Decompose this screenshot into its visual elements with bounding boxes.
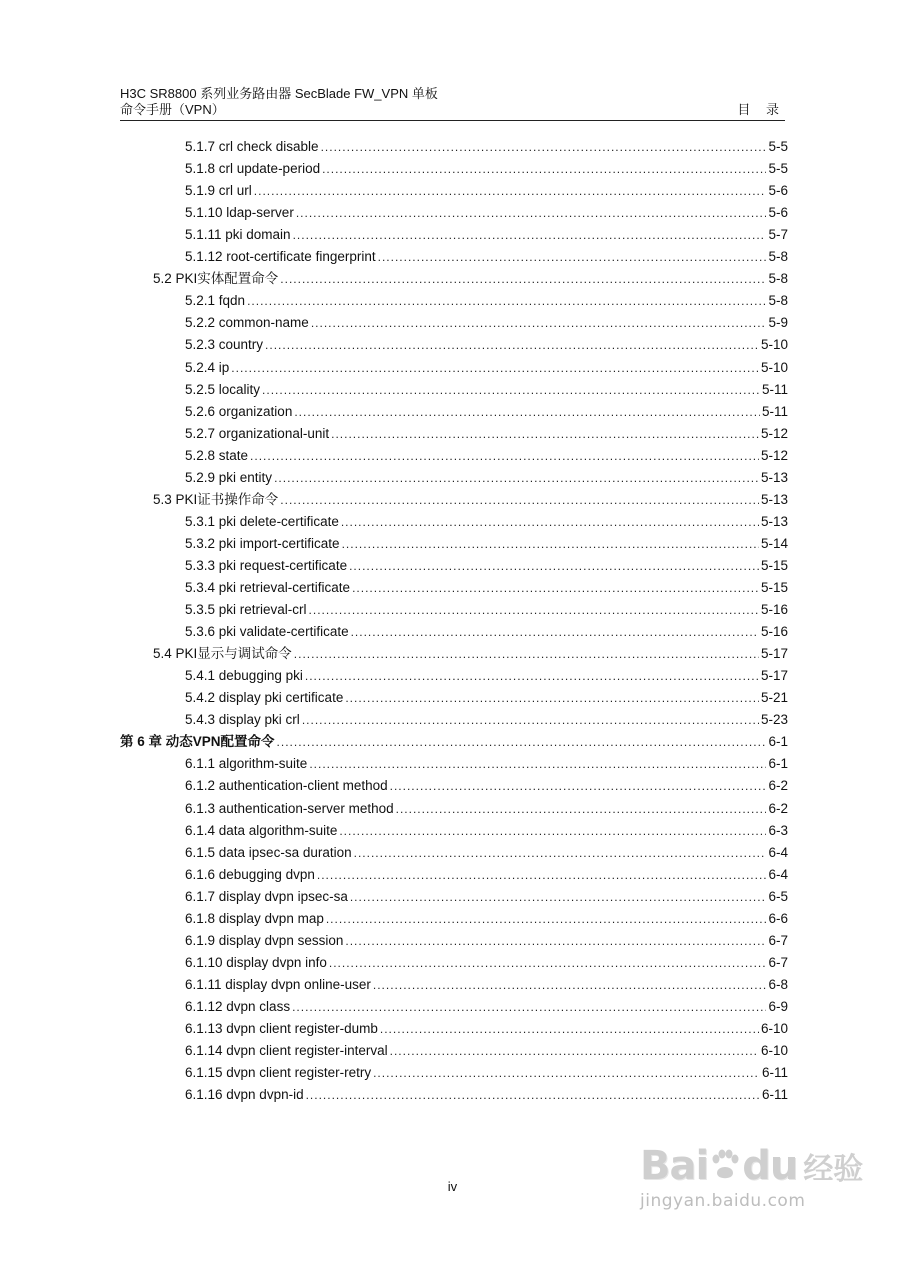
toc-item[interactable] — [185, 865, 788, 885]
toc-leader-dots — [349, 556, 759, 576]
toc-label: 5.3.3 pki request-certificate — [185, 557, 348, 573]
toc-page-number: 5-17 — [760, 646, 788, 662]
page-header — [120, 86, 785, 121]
toc-leader-dots — [329, 953, 767, 973]
toc-page-number: 5-6 — [768, 183, 788, 199]
toc-leader-dots — [296, 203, 767, 223]
toc-item[interactable] — [185, 975, 788, 995]
document-subtitle: 命令手册（VPN） — [120, 102, 225, 117]
toc-label: 第 6 章 动态VPN配置命令 — [120, 734, 275, 750]
toc-label: 6.1.8 display dvpn map — [185, 910, 324, 926]
toc-section[interactable] — [153, 269, 788, 289]
toc-page-number: 5-16 — [760, 624, 788, 640]
toc-page-number: 6-1 — [768, 756, 788, 772]
toc-leader-dots — [280, 490, 759, 510]
toc-leader-dots — [351, 622, 759, 642]
document-title: H3C SR8800 系列业务路由器 SecBlade FW_VPN 单板 — [120, 86, 438, 101]
toc-page-number: 6-7 — [768, 954, 788, 970]
toc-leader-dots — [294, 644, 759, 664]
toc-label: 6.1.5 data ipsec-sa duration — [185, 844, 352, 860]
toc-label: 5.3.4 pki retrieval-certificate — [185, 580, 351, 595]
toc-label: 6.1.12 dvpn class — [185, 998, 291, 1014]
toc-section[interactable] — [153, 490, 788, 510]
toc-page-number: 5-7 — [768, 227, 788, 243]
toc-leader-dots — [322, 159, 766, 179]
watermark-brand-suffix: du — [742, 1143, 798, 1189]
toc-label: 6.1.10 display dvpn info — [185, 954, 327, 970]
toc-leader-dots — [254, 181, 767, 201]
toc-item[interactable] — [185, 313, 788, 333]
toc-page-number: 6-4 — [768, 866, 788, 882]
toc-leader-dots — [265, 335, 759, 355]
toc-leader-dots — [294, 402, 760, 422]
toc-leader-dots — [396, 799, 767, 819]
toc-item[interactable] — [185, 468, 788, 488]
toc-label: 6.1.13 dvpn client register-dumb — [185, 1021, 378, 1036]
toc-item[interactable] — [185, 512, 788, 532]
toc-item[interactable] — [185, 754, 788, 774]
toc-item[interactable] — [185, 1019, 788, 1039]
toc-page-number: 5-15 — [760, 580, 788, 595]
toc-label: 5.2 PKI实体配置命令 — [153, 271, 279, 287]
toc-page-number: 6-1 — [768, 734, 788, 750]
toc-leader-dots — [247, 291, 766, 311]
toc-label: 5.2.1 fqdn — [185, 293, 246, 309]
section-name: 目 录 — [737, 102, 785, 117]
watermark-brand: Bai — [640, 1143, 709, 1189]
toc-page-number: 6-9 — [768, 998, 788, 1014]
toc-item[interactable] — [185, 159, 788, 179]
toc-item[interactable] — [185, 776, 788, 796]
toc-page-number: 6-11 — [761, 1065, 788, 1081]
toc-leader-dots — [354, 843, 767, 863]
toc-item[interactable] — [185, 821, 788, 841]
toc-leader-dots — [373, 975, 767, 995]
toc-label: 6.1.4 data algorithm-suite — [185, 822, 338, 838]
toc-item[interactable] — [185, 953, 788, 973]
watermark-cn-text: 经验 — [803, 1152, 864, 1187]
toc-item[interactable] — [185, 225, 788, 245]
toc-page-number: 5-13 — [760, 469, 788, 485]
toc-page-number: 6-3 — [768, 822, 788, 838]
toc-leader-dots — [350, 887, 767, 907]
toc-label: 5.2.6 organization — [185, 403, 293, 419]
toc-item[interactable] — [185, 909, 788, 929]
toc-leader-dots — [309, 754, 766, 774]
toc-item[interactable] — [185, 380, 788, 400]
toc-label: 5.3.2 pki import-certificate — [185, 535, 340, 551]
toc-page-number: 5-5 — [768, 139, 788, 154]
toc-leader-dots — [342, 534, 759, 554]
toc-leader-dots — [321, 137, 767, 157]
toc-label: 6.1.9 display dvpn session — [185, 932, 344, 948]
toc-page-number: 5-12 — [760, 425, 788, 441]
toc-item[interactable] — [185, 600, 788, 620]
toc-page-number: 5-10 — [760, 337, 788, 353]
toc-page-number: 5-23 — [760, 712, 788, 728]
toc-item[interactable] — [185, 1041, 788, 1061]
toc-label: 6.1.3 authentication-server method — [185, 800, 394, 816]
toc-label: 5.3 PKI证书操作命令 — [153, 491, 279, 507]
toc-page-number: 5-12 — [760, 447, 788, 463]
toc-leader-dots — [262, 380, 760, 400]
toc-leader-dots — [378, 247, 767, 267]
toc-item[interactable] — [185, 203, 788, 223]
toc-item[interactable] — [185, 556, 788, 576]
toc-label: 6.1.15 dvpn client register-retry — [185, 1065, 372, 1081]
toc-label: 5.2.2 common-name — [185, 315, 309, 331]
toc-leader-dots — [231, 358, 759, 378]
toc-item[interactable] — [185, 335, 788, 355]
toc-label: 5.2.5 locality — [185, 381, 261, 397]
toc-item[interactable] — [185, 291, 788, 311]
toc-item[interactable] — [185, 931, 788, 951]
toc-item[interactable] — [185, 358, 788, 378]
toc-item[interactable] — [185, 181, 788, 201]
toc-page-number: 5-10 — [760, 359, 788, 375]
toc-chapter[interactable] — [120, 732, 788, 752]
toc-label: 6.1.16 dvpn dvpn-id — [185, 1087, 304, 1103]
toc-page-number: 5-8 — [768, 293, 788, 309]
toc-label: 5.4.2 display pki certificate — [185, 690, 344, 706]
toc-leader-dots — [309, 600, 759, 620]
toc-page-number: 5-17 — [760, 668, 788, 684]
toc-label: 5.1.7 crl check disable — [185, 139, 319, 154]
toc-label: 6.1.7 display dvpn ipsec-sa — [185, 888, 348, 904]
toc-leader-dots — [302, 710, 759, 730]
toc-label: 6.1.6 debugging dvpn — [185, 866, 315, 882]
toc-page-number: 5-9 — [768, 315, 788, 331]
toc-page-number: 6-10 — [760, 1021, 788, 1036]
toc-item[interactable] — [185, 446, 788, 466]
toc-item[interactable] — [185, 622, 788, 642]
toc-leader-dots — [352, 578, 759, 598]
toc-leader-dots — [345, 688, 759, 708]
toc-page-number: 5-8 — [768, 271, 788, 287]
toc-label: 5.3.1 pki delete-certificate — [185, 513, 339, 529]
toc-label: 5.4.1 debugging pki — [185, 668, 303, 684]
toc-leader-dots — [390, 1041, 759, 1061]
toc-item[interactable] — [185, 666, 788, 686]
toc-leader-dots — [274, 468, 759, 488]
toc-page-number: 6-6 — [768, 910, 788, 926]
toc-leader-dots — [373, 1063, 760, 1083]
toc-item[interactable] — [185, 710, 788, 730]
toc-page-number: 5-16 — [760, 602, 788, 618]
toc-page-number: 6-4 — [768, 844, 788, 860]
toc-page-number: 5-14 — [760, 535, 788, 551]
toc-page-number: 6-11 — [761, 1087, 788, 1103]
toc-leader-dots — [305, 666, 759, 686]
toc-leader-dots — [306, 1085, 760, 1105]
toc-item[interactable] — [185, 424, 788, 444]
paw-icon — [710, 1149, 740, 1183]
toc-item[interactable] — [185, 1085, 788, 1105]
toc-label: 5.2.3 country — [185, 337, 264, 353]
toc-label: 5.3.5 pki retrieval-crl — [185, 602, 307, 618]
toc-item[interactable] — [185, 247, 788, 267]
toc-item[interactable] — [185, 887, 788, 907]
toc-label: 5.4.3 display pki crl — [185, 712, 300, 728]
toc-page-number: 6-2 — [768, 800, 788, 816]
toc-label: 5.1.11 pki domain — [185, 227, 291, 243]
toc-item[interactable] — [185, 688, 788, 708]
toc-leader-dots — [311, 313, 767, 333]
toc-label: 5.1.12 root-certificate fingerprint — [185, 249, 376, 265]
toc-page-number: 6-2 — [768, 778, 788, 794]
toc-label: 5.3.6 pki validate-certificate — [185, 624, 349, 640]
toc-item[interactable] — [185, 578, 788, 598]
toc-item[interactable] — [185, 534, 788, 554]
toc-leader-dots — [380, 1019, 759, 1039]
toc-page-number: 6-7 — [768, 932, 788, 948]
page-number: iv — [447, 1179, 458, 1194]
toc-section[interactable] — [153, 644, 788, 664]
toc-label: 5.1.8 crl update-period — [185, 161, 321, 177]
toc-label: 5.2.9 pki entity — [185, 469, 273, 485]
toc-leader-dots — [341, 512, 759, 532]
toc-page-number: 5-11 — [761, 403, 788, 419]
toc-label: 6.1.11 display dvpn online-user — [185, 976, 371, 992]
toc-label: 5.1.10 ldap-server — [185, 205, 294, 221]
toc-label: 5.2.8 state — [185, 447, 249, 463]
toc-item[interactable] — [185, 402, 788, 422]
watermark-url: jingyan.baidu.com — [640, 1191, 806, 1211]
toc-item[interactable] — [185, 137, 788, 157]
toc-leader-dots — [345, 931, 766, 951]
toc-label: 6.1.1 algorithm-suite — [185, 756, 308, 772]
toc-leader-dots — [317, 865, 767, 885]
toc-leader-dots — [293, 225, 767, 245]
toc-item[interactable] — [185, 1063, 788, 1083]
toc-leader-dots — [390, 776, 767, 796]
toc-leader-dots — [280, 269, 766, 289]
toc-leader-dots — [326, 909, 767, 929]
toc-page-number: 5-11 — [761, 381, 788, 397]
toc-item[interactable] — [185, 799, 788, 819]
toc-leader-dots — [292, 997, 766, 1017]
toc-page-number: 6-5 — [768, 888, 788, 904]
toc-page-number: 5-15 — [760, 557, 788, 573]
toc-leader-dots — [339, 821, 766, 841]
toc-label: 5.4 PKI显示与调试命令 — [153, 646, 292, 662]
toc-label: 5.2.7 organizational-unit — [185, 425, 330, 441]
toc-page-number: 6-10 — [760, 1043, 788, 1059]
toc-page-number: 6-8 — [768, 976, 788, 992]
toc-item[interactable] — [185, 843, 788, 863]
toc-page-number: 5-8 — [768, 249, 788, 265]
toc-page-number: 5-13 — [760, 491, 788, 507]
toc-leader-dots — [331, 424, 759, 444]
toc-label: 6.1.2 authentication-client method — [185, 778, 388, 794]
toc-leader-dots — [250, 446, 759, 466]
toc-label: 6.1.14 dvpn client register-interval — [185, 1043, 388, 1059]
toc-item[interactable] — [185, 997, 788, 1017]
toc-page-number: 5-21 — [760, 690, 788, 706]
toc-page-number: 5-6 — [768, 205, 788, 221]
toc-label: 5.2.4 ip — [185, 359, 230, 375]
toc-leader-dots — [277, 732, 767, 752]
toc-page-number: 5-5 — [768, 161, 788, 177]
toc-label: 5.1.9 crl url — [185, 183, 252, 199]
toc-page-number: 5-13 — [760, 513, 788, 529]
